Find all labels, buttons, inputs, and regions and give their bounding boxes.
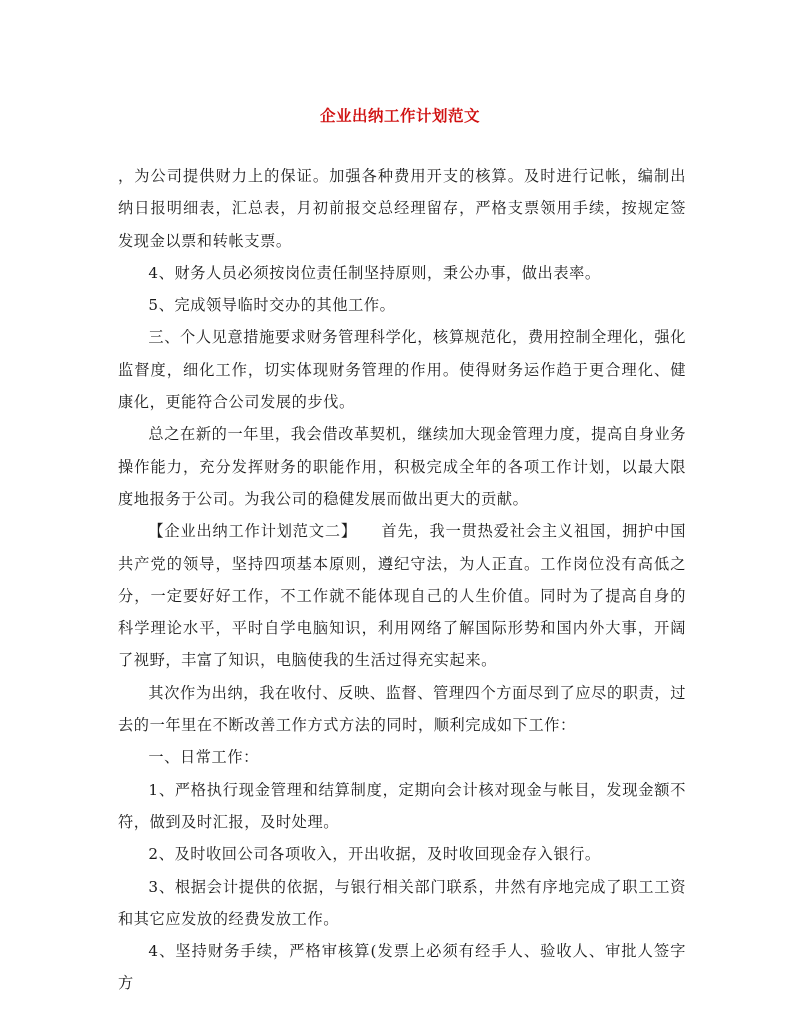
document-body (118, 160, 686, 1000)
paragraph-daily-item-1: 1、严格执行现金管理和结算制度，定期向会计核对现金与帐目，发现金额不符，做到及时汇报，及时处理。 (118, 780, 686, 831)
paragraph-summary: 总之在新的一年里，我会借改革契机，继续加大现金管理力度，提高自身业务操作能力，充分发挥财务的职能作用，积极完成全年的各项工作计划，以最大限度地报务于公司。为我公司的稳健发展而做出更大的贡献。 (118, 425, 686, 508)
paragraph-daily-item-2: 2、及时收回公司各项收入，开出收据，及时收回现金存入银行。 (148, 845, 601, 864)
document-title: 企业出纳工作计划范文 (319, 106, 480, 125)
paragraph-item-4-principles: 4、财务人员必须按岗位责任制坚持原则，秉公办事，做出表率。 (148, 263, 601, 282)
paragraph-daily-item-3: 3、根据会计提供的依据，与银行相关部门联系，井然有序地完成了职工工资和其它应发放的经费发放工作。 (118, 877, 686, 928)
paragraph-item-5-other-tasks: 5、完成领导临时交办的其他工作。 (148, 296, 396, 315)
paragraph-section-1-daily-work: 一、日常工作： (148, 748, 259, 767)
paragraph-sample-2-intro: 【企业出纳工作计划范文二】 首先，我一贯热爱社会主义祖国，拥护中国共产党的领导，坚持四项基本原则，遵纪守法，为人正直。工作岗位没有高低之分，一定要好好工作，不工作就不能体现自己的人生价值。同时为了提高自身的科学理论水平，平时自学电脑知识，利用网络了解国际形势和国内外大事，开阔了视野，丰富了知识，电脑使我的生活过得充实起来。 (118, 522, 686, 670)
paragraph-section-3-suggestions: 三、个人见意措施要求财务管理科学化，核算规范化，费用控制全理化，强化监督度，细化工作，切实体现财务管理的作用。使得财务运作趋于更合理化、健康化，更能符合公司发展的步伐。 (118, 328, 686, 412)
paragraph-daily-item-4: 4、坚持财务手续，严格审核算(发票上必须有经手人、验收人、审批人签字方 (118, 942, 686, 993)
paragraph-intro-continuation: ，为公司提供财力上的保证。加强各种费用开支的核算。及时进行记帐，编制出纳日报明细表，汇总表，月初前报交总经理留存，严格支票领用手续，按规定签发现金以票和转帐支票。 (118, 167, 686, 250)
paragraph-cashier-duties: 其次作为出纳，我在收付、反映、监督、管理四个方面尽到了应尽的职责，过去的一年里在不断改善工作方式方法的同时，顺利完成如下工作： (118, 683, 686, 735)
